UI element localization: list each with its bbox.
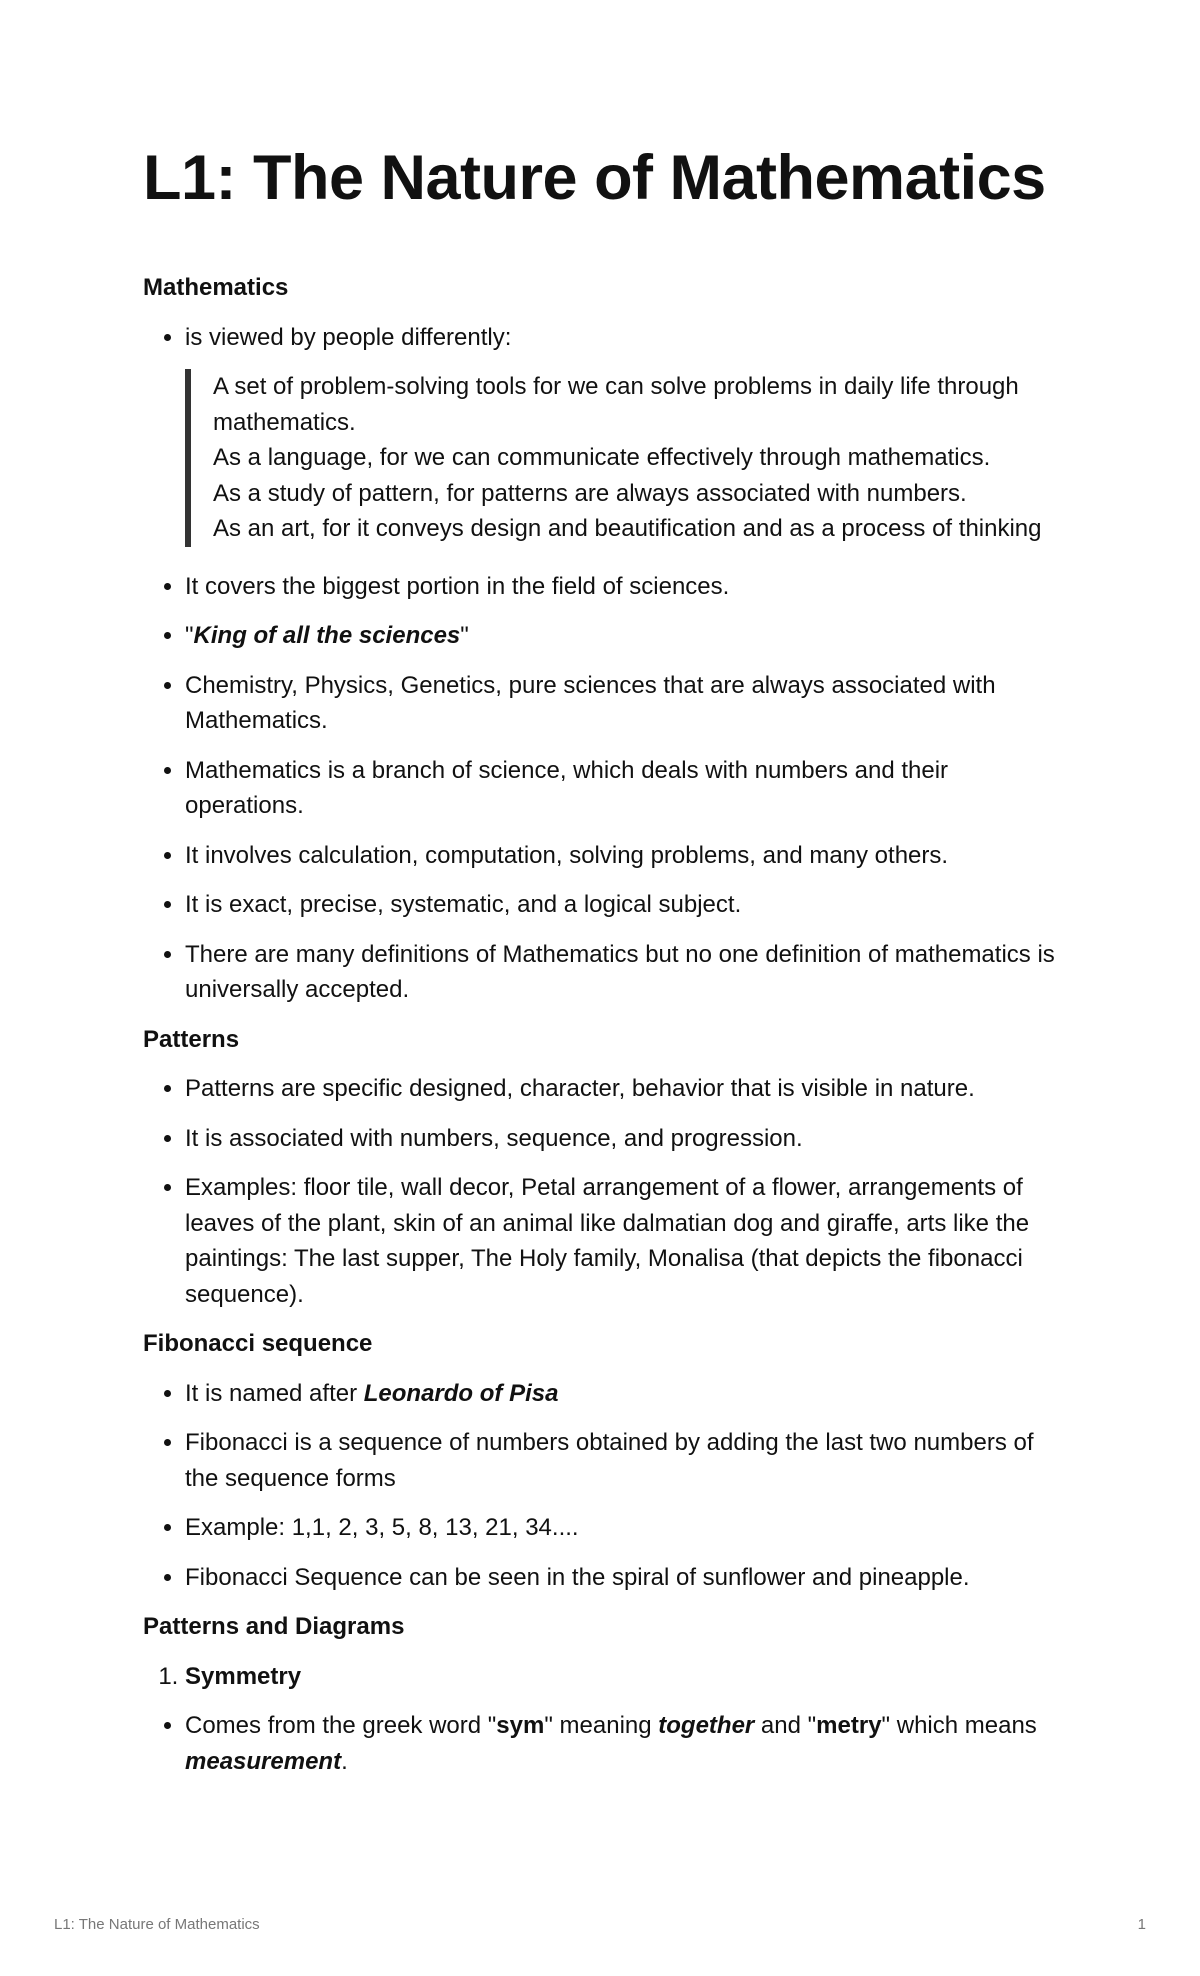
quote-line: As a language, for we can communicate effectively through mathematics. <box>213 444 991 471</box>
list-item: • It is exact, precise, systematic, and a logical subject. <box>185 887 1063 923</box>
quote-line: As a study of pattern, for patterns are always associated with numbers. <box>213 479 967 507</box>
list-item: • Chemistry, Physics, Genetics, pure sciences that are always associated with Mathematics. <box>185 668 1063 739</box>
patterns-list <box>143 1071 1063 1312</box>
mathematics-list <box>143 320 1063 1008</box>
section-heading-mathematics: Mathematics <box>143 274 289 301</box>
section-heading-patterns: Patterns <box>143 1025 240 1053</box>
blockquote-views <box>185 369 1063 547</box>
list-item: • Mathematics is a branch of science, which deals with numbers and their operations. <box>185 753 1063 824</box>
footer-title: L1: The Nature of Mathematics <box>54 1916 260 1933</box>
list-item: • is viewed by people differently: A set of problem-solving tools for we can solve problems in daily life through mathematics. As a language, for we can communicate effectively through mathematics. As a study of pattern, for patterns are always associated with numbers. As an art, for it conveys design and beautification and as a process of thinking <box>185 320 1063 547</box>
document-body <box>143 270 1063 1793</box>
patterns-diagrams-numbered-list <box>143 1659 1063 1695</box>
symmetry-list <box>143 1708 1063 1779</box>
section-heading-fibonacci: Fibonacci sequence <box>143 1330 373 1357</box>
list-item: • It is named after Leonardo of Pisa <box>185 1376 1063 1412</box>
list-item: • Comes from the greek word "sym" meaning together and "metry" which means measurement. <box>185 1708 1063 1779</box>
list-item: • Fibonacci Sequence can be seen in the spiral of sunflower and pineapple. <box>185 1560 1063 1596</box>
list-item: • Patterns are specific designed, character, behavior that is visible in nature. <box>185 1071 1063 1107</box>
list-item: • It covers the biggest portion in the field of sciences. <box>185 569 1063 605</box>
list-item: • Examples: floor tile, wall decor, Petal arrangement of a flower, arrangements of leaves of the plant, skin of an animal like dalmatian dog and giraffe, arts like the paintings: The last supper, The Holy family, Monalisa (that depicts the fibonacci sequence). <box>185 1170 1063 1312</box>
list-item: • Fibonacci is a sequence of numbers obtained by adding the last two numbers of the sequence forms <box>185 1425 1063 1496</box>
fibonacci-list <box>143 1376 1063 1596</box>
list-item: • It involves calculation, computation, solving problems, and many others. <box>185 838 1063 874</box>
page-title: L1: The Nature of Mathematics <box>143 143 1046 213</box>
list-item: • It is associated with numbers, sequence, and progression. <box>185 1121 1063 1157</box>
section-heading-patterns-diagrams: Patterns and Diagrams <box>143 1613 405 1640</box>
list-item: • "King of all the sciences" <box>185 618 1063 654</box>
quote-line: A set of problem-solving tools for we can solve problems in daily life through mathematics. <box>213 373 1019 436</box>
list-item: • Example: 1,1, 2, 3, 5, 8, 13, 21, 34.... <box>185 1510 1063 1546</box>
quote-line: As an art, for it conveys design and beautification and as a process of thinking <box>213 515 1042 542</box>
numbered-item: 1. Symmetry <box>185 1659 1063 1695</box>
emphasis-text: Leonardo of Pisa <box>363 1379 559 1407</box>
list-item: • There are many definitions of Mathematics but no one definition of mathematics is universally accepted. <box>185 937 1063 1008</box>
emphasis-text: King of all the sciences <box>193 622 461 649</box>
page-number: 1 <box>1137 1916 1146 1933</box>
